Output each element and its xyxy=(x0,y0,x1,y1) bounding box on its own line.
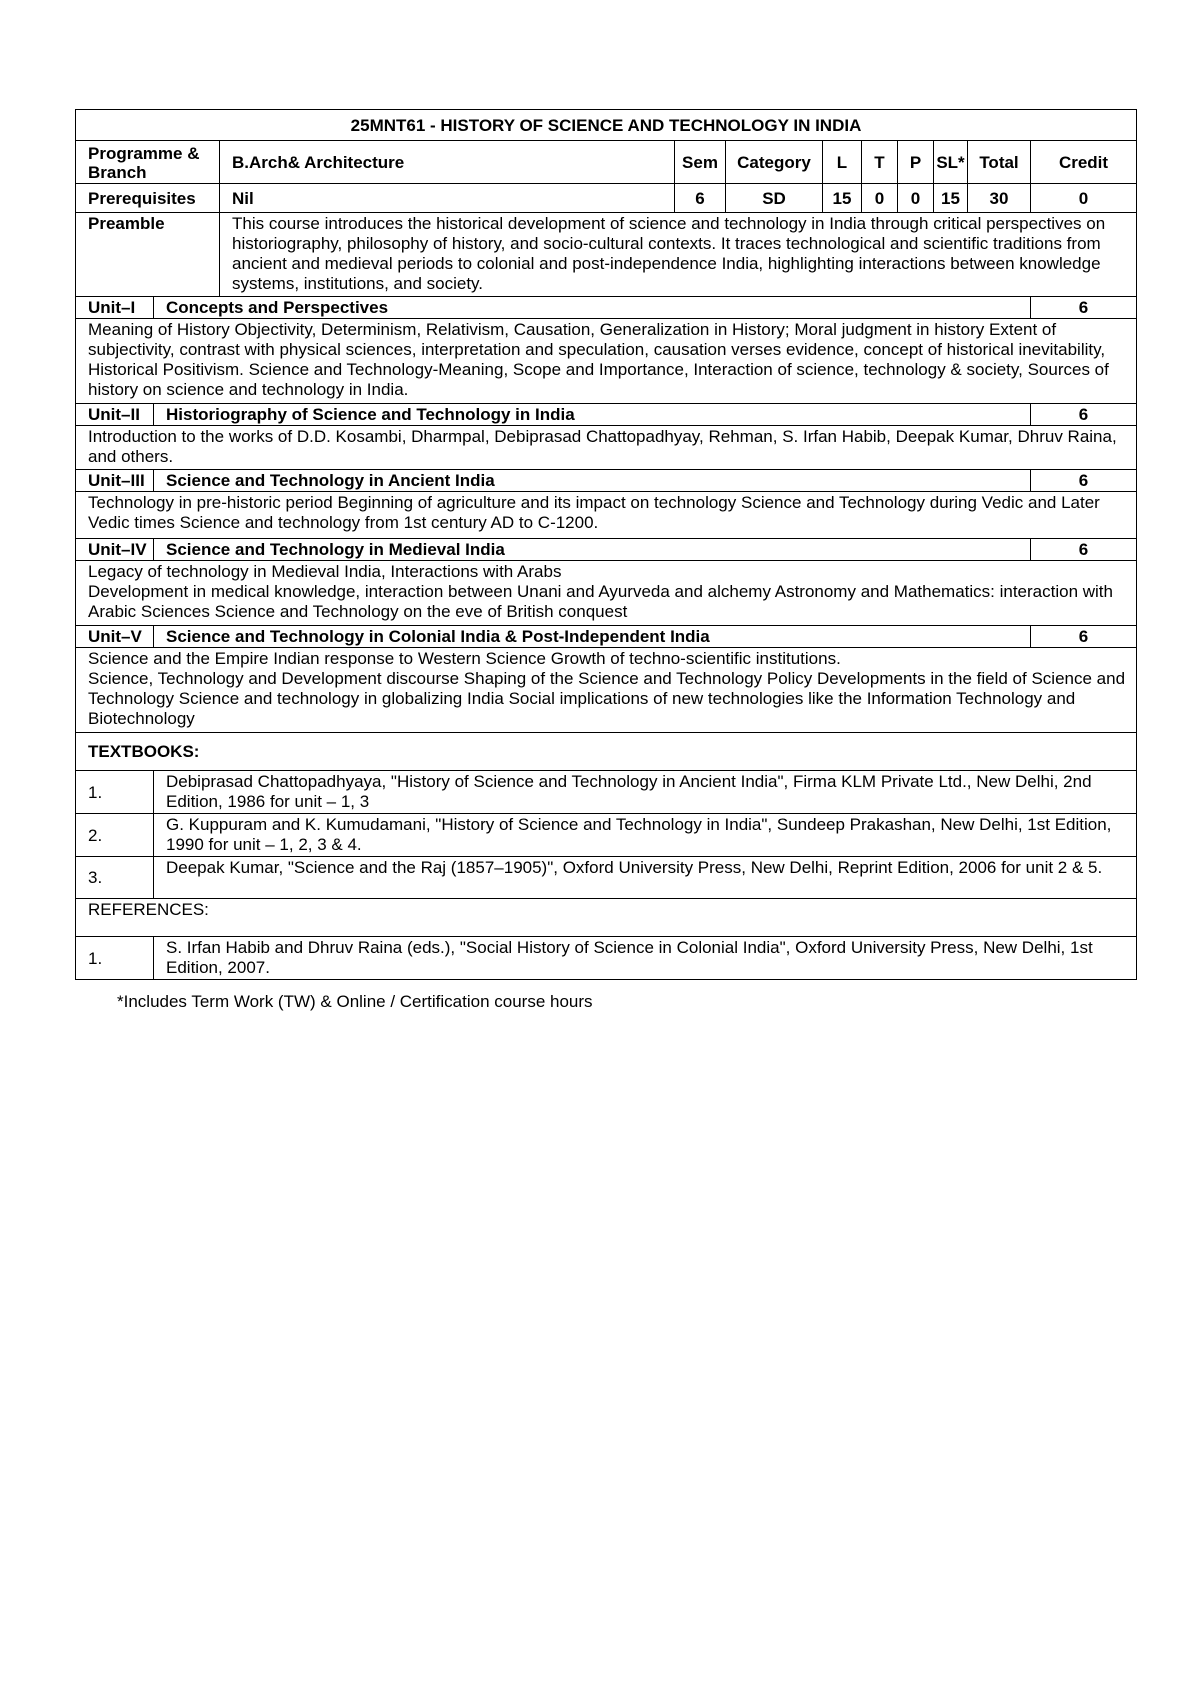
col-l: L xyxy=(823,141,862,184)
unit-1-label: Unit–I xyxy=(76,297,154,319)
val-category: SD xyxy=(726,184,823,213)
unit-2-label: Unit–II xyxy=(76,404,154,426)
unit-2-line: Introduction to the works of D.D. Kosambi, Dharmpal, Debiprasad Chattopadhyay, Rehman, S. Irfan Habib, Deepak Kumar, Dhruv Raina, and others. xyxy=(88,427,1117,466)
val-credit: 0 xyxy=(1031,184,1137,213)
syllabus-table xyxy=(75,109,1137,980)
textbook-2-num: 2. xyxy=(76,814,154,857)
footnote: *Includes Term Work (TW) & Online / Certification course hours xyxy=(117,992,593,1011)
unit-1-line: Meaning of History Objectivity, Determinism, Relativism, Causation, Generalization in History; Moral judgment in history Extent of subjectivity, contrast with physical sciences, interpretation and speculation, causation verses evidence, concept of historical inevitability, Historical Positivism. Science and Technology-Meaning, Scope and Importance, Interaction of science, technology & society, Sources of history on science and technology in India. xyxy=(88,320,1109,399)
col-sem: Sem xyxy=(675,141,726,184)
prereq-value: Nil xyxy=(220,184,675,213)
unit-4-label: Unit–IV xyxy=(76,539,154,561)
col-p: P xyxy=(898,141,934,184)
textbook-1-text: Debiprasad Chattopadhyaya, "History of Science and Technology in Ancient India", Firma KLM Private Ltd., New Delhi, 2nd Edition, 1986 for unit – 1, 3 xyxy=(154,771,1137,814)
unit-5-line-2: Science, Technology and Development discourse Shaping of the Science and Technology Policy Developments in the field of Science and Technology Science and technology in globalizing India Social implications of new technologies like the Information Technology and Biotechnology xyxy=(88,669,1126,728)
unit-1-hours: 6 xyxy=(1031,297,1137,319)
unit-3-hours: 6 xyxy=(1031,470,1137,492)
programme-value: B.Arch& Architecture xyxy=(220,141,675,184)
reference-1-text: S. Irfan Habib and Dhruv Raina (eds.), "Social History of Science in Colonial India", Oxford University Press, New Delhi, 1st Edition, 2007. xyxy=(154,937,1137,980)
col-t: T xyxy=(862,141,898,184)
col-sl: SL* xyxy=(934,141,968,184)
references-heading: REFERENCES: xyxy=(76,899,1137,937)
preamble-label: Preamble xyxy=(76,213,220,297)
val-p: 0 xyxy=(898,184,934,213)
unit-2-hours: 6 xyxy=(1031,404,1137,426)
unit-4-line-1: Legacy of technology in Medieval India, Interactions with Arabs xyxy=(88,562,562,581)
textbook-2-text: G. Kuppuram and K. Kumudamani, "History of Science and Technology in India", Sundeep Prakashan, New Delhi, 1st Edition, 1990 for unit – 1, 2, 3 & 4. xyxy=(154,814,1137,857)
val-total: 30 xyxy=(968,184,1031,213)
preamble-text: This course introduces the historical development of science and technology in India through critical perspectives on historiography, philosophy of history, and socio-cultural contexts. It traces technological and scientific traditions from ancient and medieval periods to colonial and post-independence India, highlighting interactions between knowledge systems, institutions, and society. xyxy=(220,213,1137,297)
val-l: 15 xyxy=(823,184,862,213)
textbook-3-num: 3. xyxy=(76,857,154,899)
unit-1-title: Concepts and Perspectives xyxy=(154,297,1031,319)
unit-5-label: Unit–V xyxy=(76,626,154,648)
syllabus-page xyxy=(75,109,1136,980)
programme-label: Programme & Branch xyxy=(76,141,220,184)
unit-2-content xyxy=(76,426,1137,470)
textbook-1-num: 1. xyxy=(76,771,154,814)
unit-5-line-1: Science and the Empire Indian response to Western Science Growth of techno-scientific institutions. xyxy=(88,649,841,668)
unit-3-content xyxy=(76,492,1137,539)
unit-1-content xyxy=(76,319,1137,404)
col-total: Total xyxy=(968,141,1031,184)
val-t: 0 xyxy=(862,184,898,213)
unit-4-content xyxy=(76,561,1137,626)
course-title: 25MNT61 - HISTORY OF SCIENCE AND TECHNOLOGY IN INDIA xyxy=(76,110,1137,141)
val-sem: 6 xyxy=(675,184,726,213)
prereq-label: Prerequisites xyxy=(76,184,220,213)
unit-4-title: Science and Technology in Medieval India xyxy=(154,539,1031,561)
unit-3-line: Technology in pre-historic period Beginning of agriculture and its impact on technology Science and Technology during Vedic and Later Vedic times Science and technology from 1st century AD to C-1200. xyxy=(88,493,1100,532)
val-sl: 15 xyxy=(934,184,968,213)
col-credit: Credit xyxy=(1031,141,1137,184)
reference-1-num: 1. xyxy=(76,937,154,980)
unit-3-title: Science and Technology in Ancient India xyxy=(154,470,1031,492)
textbooks-heading: TEXTBOOKS: xyxy=(76,733,1137,771)
unit-5-title: Science and Technology in Colonial India & Post-Independent India xyxy=(154,626,1031,648)
unit-4-hours: 6 xyxy=(1031,539,1137,561)
unit-3-label: Unit–III xyxy=(76,470,154,492)
unit-5-hours: 6 xyxy=(1031,626,1137,648)
unit-2-title: Historiography of Science and Technology in India xyxy=(154,404,1031,426)
unit-4-line-2: Development in medical knowledge, interaction between Unani and Ayurveda and alchemy Astronomy and Mathematics: interaction with Arabic Sciences Science and Technology on the eve of British conquest xyxy=(88,582,1113,621)
textbook-3-text: Deepak Kumar, "Science and the Raj (1857–1905)", Oxford University Press, New Delhi, Reprint Edition, 2006 for unit 2 & 5. xyxy=(154,857,1137,899)
unit-5-content xyxy=(76,648,1137,733)
col-category: Category xyxy=(726,141,823,184)
